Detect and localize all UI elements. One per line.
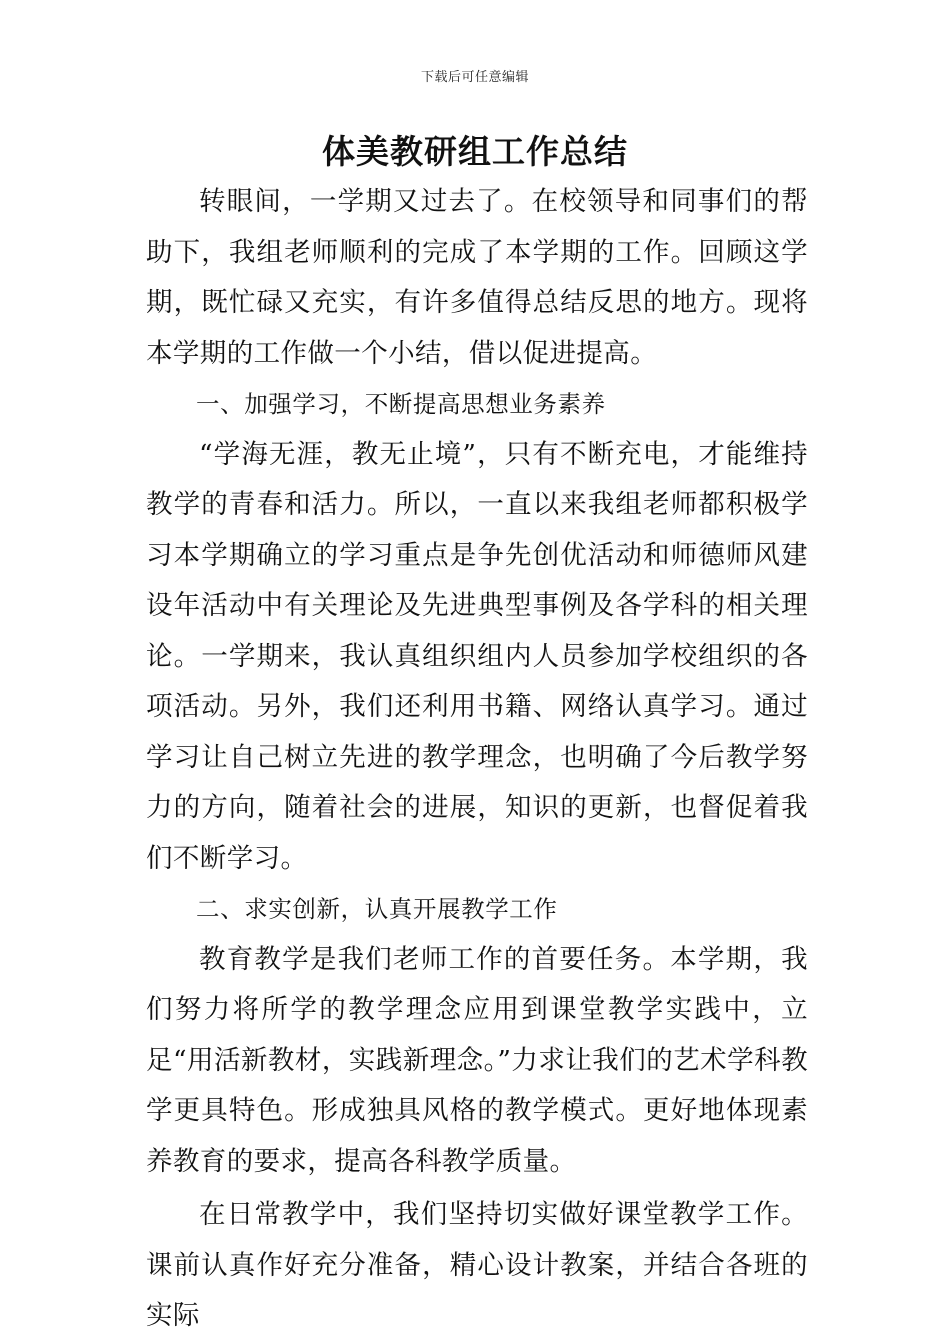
section-heading-2: 二、求实创新，认真开展教学工作 [196, 895, 558, 923]
section-heading-1: 一、加强学习，不断提高思想业务素养 [196, 390, 606, 418]
header-note: 下载后可任意编辑 [420, 70, 529, 85]
section-2-paragraph-2: 在日常教学中，我们坚持切实做好课堂教学工作。课前认真作好充分准备，精心设计教案，并结合各班的实际 [146, 1199, 808, 1331]
document-title: 体美教研组工作总结 [322, 132, 628, 171]
document-body [146, 177, 808, 1342]
section-1-paragraph: “学海无涯，教无止境”，只有不断充电，才能维持教学的青春和活力。所以，一直以来我组老师都积极学习本学期确立的学习重点是争先创优活动和师德师风建设年活动中有关理论及先进典型事例及各学科的相关理论。一学期来，我认真组织组内人员参加学校组织的各项活动。另外，我们还利用书籍、网络认真学习。通过学习让自己树立先进的教学理念，也明确了今后教学努力的方向，随着社会的进展，知识的更新，也督促着我们不断学习。 [146, 438, 808, 874]
section-2-paragraph: 教育教学是我们老师工作的首要任务。本学期，我们努力将所学的教学理念应用到课堂教学实践中，立足“用活新教材，实践新理念。”力求让我们的艺术学科教学更具特色。形成独具风格的教学模式。更好地体现素养教育的要求，提高各科教学质量。 [146, 943, 808, 1177]
intro-paragraph: 转眼间，一学期又过去了。在校领导和同事们的帮助下，我组老师顺利的完成了本学期的工作。回顾这学期，既忙碌又充实，有许多值得总结反思的地方。现将本学期的工作做一个小结，借以促进提高。 [146, 186, 808, 369]
